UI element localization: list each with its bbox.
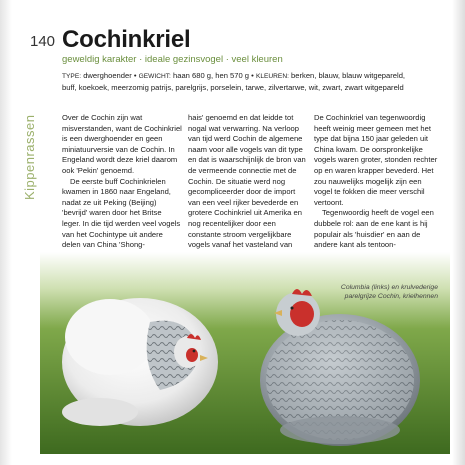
breed-meta: TYPE: dwerghoender • GEWICHT: haan 680 g, hen 570 g • KLEUREN: berken, blauw, blauw witgepareld, buff, koekoek, meerzomig patrijs, parelgrijs, porselein, tarwe, zilvertarwe, wit, zwart, zwart witgepareld — [62, 71, 406, 92]
type-label: TYPE: — [62, 73, 82, 80]
weight-value: haan 680 g, hen 570 g — [173, 71, 250, 80]
colors-label: KLEUREN: — [255, 73, 289, 80]
text-column-3 — [314, 113, 438, 251]
paragraph: Over de Cochin zijn wat misverstanden, want de Cochinkriel is een dwerghoender en geen miniatuurversie van de Cochin. In Engeland wordt deze kriel daarom ook 'Pekin' genoemd. — [62, 113, 182, 175]
type-value: dwerghoender — [83, 71, 132, 80]
page-number: 140 — [30, 33, 56, 50]
white-hen — [62, 298, 218, 426]
text-column-1 — [62, 113, 182, 251]
paragraph: Tegenwoordig heeft de vogel een dubbele rol: aan de ene kant is hij populair als 'huisdier' en aan de andere kant als tentoon- — [314, 208, 434, 250]
page-edge-shadow — [452, 0, 465, 465]
paragraph: hais' genoemd en dat leidde tot nogal wat verwarring. Na verloop van tijd werd Cochin de algemene naam voor alle vogels van dit type en dat is waarschijnlijk de bron van de vermeende connectie met de Cochin. De situatie werd nog gecompliceerder door de import van een veel rijker bevederde en grotere Cochinkriel uit Amerika en nog recentelijker door een constante stroom vergelijkbare vogels vanaf het vasteland van — [188, 113, 306, 250]
page-title: Cochinkriel — [62, 26, 191, 53]
section-side-label: Kippenrassen — [22, 114, 37, 200]
colors-value: berken, blauw, blauw witgepareld, buff, koekoek, meerzomig patrijs, parelgrijs, porselein, tarwe, zilvertarwe, wit, zwart, zwart witgepareld — [62, 71, 406, 92]
text-column-2 — [188, 113, 308, 261]
page-subtitle: geweldig karakter · ideale gezinsvogel · veel kleuren — [62, 54, 283, 65]
paragraph: De eerste buff Cochinkrielen kwamen in 1860 naar Engeland, nadat ze uit Peking (Beijing) 'bevrijd' waren door het Britse leger. In die tijd werden veel vogels van het Cochintype uit andere delen van China 'Shong- — [62, 176, 181, 250]
paragraph: De Cochinkriel van tegenwoordig heeft weinig meer gemeen met het type dat bijna 150 jaar geleden uit China kwam. De oorspronkelijke vogels waren groter, stonden rechter op en waren krapper bevederd. Het zou nauwelijks mogelijk zijn een vogel te fokken die meer verschil vertoont. — [314, 113, 438, 207]
page-gutter-shadow — [0, 0, 12, 465]
weight-label: GEWICHT: — [138, 73, 171, 80]
photo-caption: Columbia (links) en krulvederige parelgrijze Cochin, krielhennen — [340, 284, 438, 300]
